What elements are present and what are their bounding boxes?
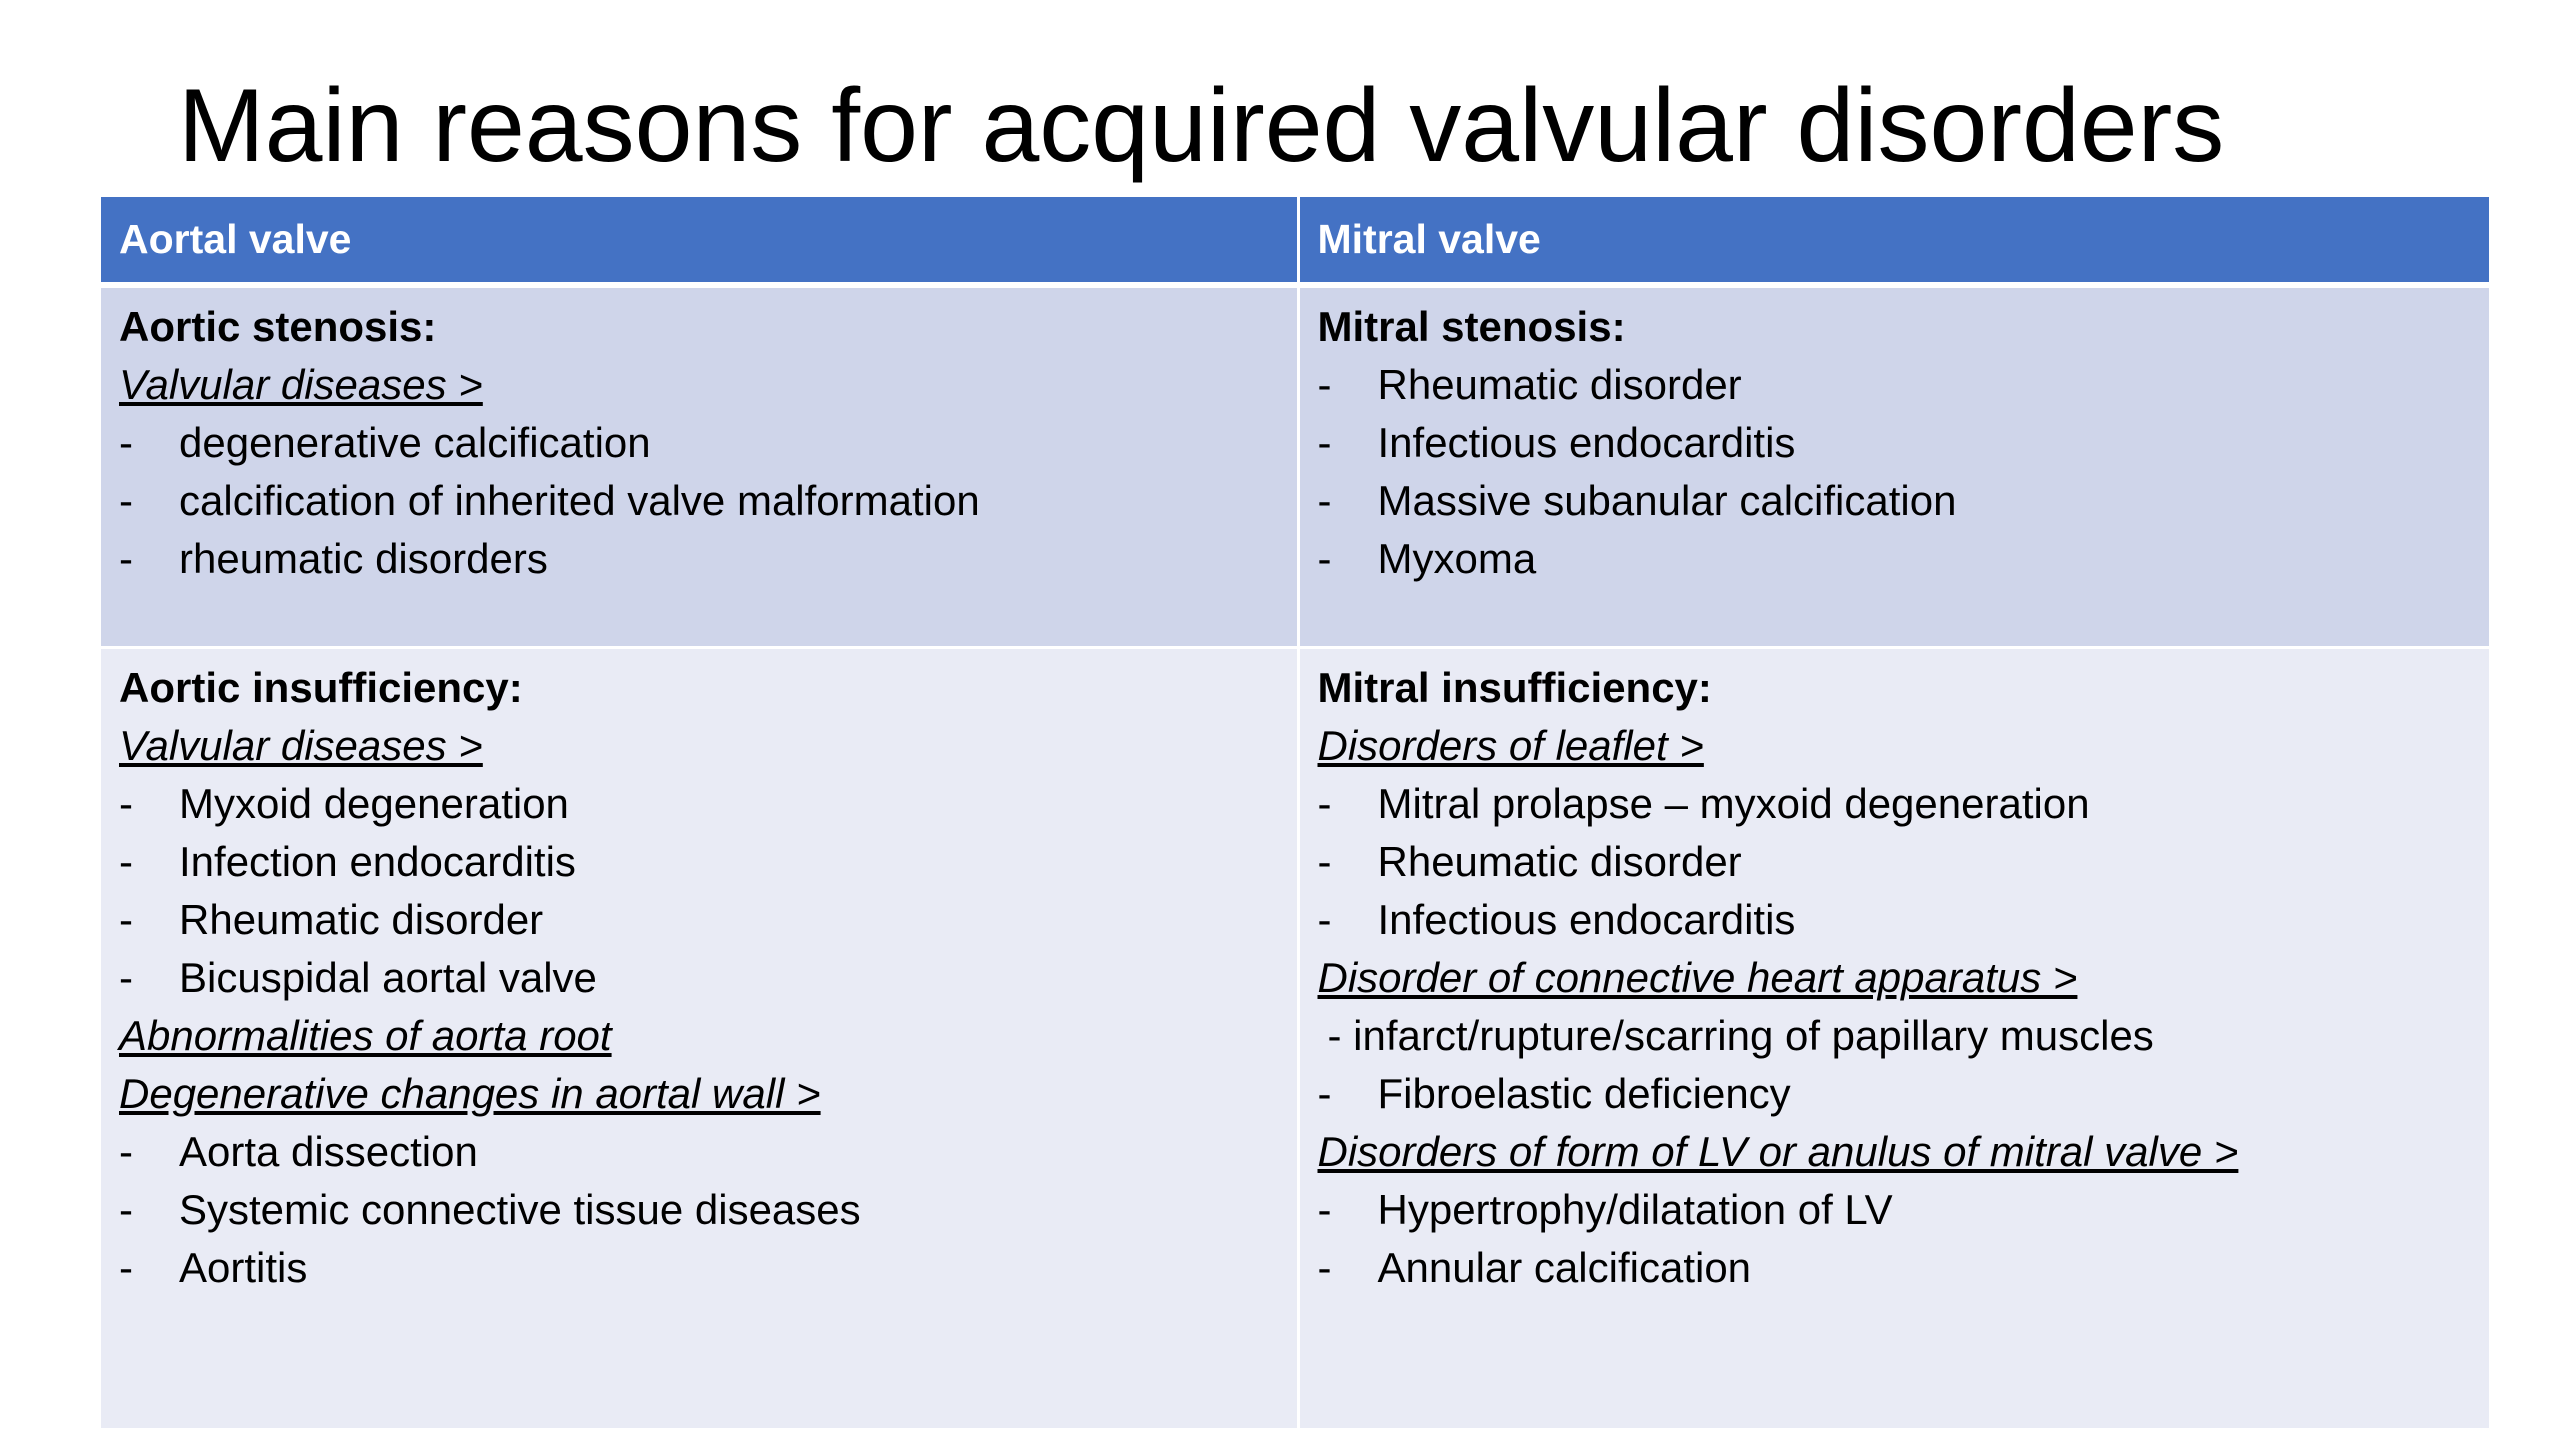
list-item [119, 530, 1279, 588]
mitral-insufficiency-subheading: Disorders of form of LV or anulus of mitral valve > [1317, 1127, 2239, 1175]
aortic-insufficiency-cell [101, 647, 1298, 1428]
mitral-insufficiency-cell [1298, 647, 2489, 1428]
list-item-text: Rheumatic disorder [179, 895, 544, 943]
list-item-text: Infectious endocarditis [1377, 419, 1796, 466]
bullet-dash: - [1317, 779, 1332, 827]
bullet-dash: - [119, 1127, 133, 1175]
list-item [119, 472, 1279, 530]
mitral-insufficiency-heading: Mitral insufficiency: [1317, 663, 1712, 711]
list-item-text: rheumatic disorders [179, 535, 548, 582]
mitral-stenosis-heading: Mitral stenosis: [1317, 303, 1626, 350]
bullet-dash: - [1317, 477, 1332, 524]
bullet-dash: - [119, 895, 133, 943]
list-item-text: Bicuspidal aortal valve [179, 953, 597, 1001]
list-item [1318, 775, 2472, 833]
bullet-dash: - [119, 1243, 133, 1291]
list-item-text: degenerative calcification [179, 419, 651, 466]
header-mitral-valve: Mitral valve [1298, 197, 2489, 285]
aortic-insufficiency-subheading: Degenerative changes in aortal wall > [119, 1069, 821, 1117]
bullet-dash: - [1317, 419, 1332, 466]
list-item [1318, 1181, 2472, 1239]
list-item [119, 891, 1279, 949]
list-item-text: Myxoid degeneration [179, 779, 569, 827]
list-item [119, 949, 1279, 1007]
list-item [119, 775, 1279, 833]
aortic-insufficiency-heading: Aortic insufficiency: [119, 663, 523, 711]
list-item-text: calcification of inherited valve malformation [179, 477, 980, 524]
aortic-stenosis-cell [101, 285, 1298, 647]
bullet-dash: - [1317, 837, 1332, 885]
list-item-text: Hypertrophy/dilatation of LV [1377, 1185, 1893, 1233]
insufficiency-row [101, 647, 2489, 1428]
mitral-insufficiency-subheading: Disorders of leaflet > [1317, 721, 1704, 769]
list-item [1318, 530, 2472, 588]
header-row [101, 197, 2489, 285]
header-aortal-valve: Aortal valve [101, 197, 1298, 285]
list-item-text: Aortitis [179, 1243, 308, 1291]
bullet-dash: - [119, 1185, 133, 1233]
bullet-dash: - [119, 953, 133, 1001]
list-item-text: Systemic connective tissue diseases [179, 1185, 861, 1233]
list-item [1318, 1065, 2472, 1123]
list-item [119, 414, 1279, 472]
list-item-text: Myxoma [1377, 535, 1537, 582]
aortic-stenosis-heading: Aortic stenosis: [119, 303, 437, 350]
list-item-text: Massive subanular calcification [1377, 477, 1957, 524]
list-item [1318, 1239, 2472, 1297]
list-item [119, 833, 1279, 891]
list-item [1318, 833, 2472, 891]
list-item [1318, 414, 2472, 472]
bullet-dash: - [1317, 1069, 1332, 1117]
list-item-text: Annular calcification [1377, 1243, 1752, 1291]
bullet-dash: - [1317, 535, 1332, 582]
stenosis-row [101, 285, 2489, 647]
bullet-dash: - [119, 535, 133, 582]
list-item [119, 1123, 1279, 1181]
list-item-text: Rheumatic disorder [1377, 361, 1742, 408]
list-item [119, 1181, 1279, 1239]
mitral-stenosis-cell [1298, 285, 2489, 647]
list-item-text: Aorta dissection [179, 1127, 478, 1175]
list-item [1318, 356, 2472, 414]
bullet-dash: - [119, 779, 133, 827]
list-item-text: - infarct/rupture/scarring of papillary muscles [1327, 1011, 2154, 1059]
list-item [119, 1239, 1279, 1297]
bullet-dash: - [1317, 1185, 1332, 1233]
bullet-dash: - [1317, 361, 1332, 408]
bullet-dash: - [1317, 1243, 1332, 1291]
mitral-insufficiency-subheading: Disorder of connective heart apparatus > [1317, 953, 2078, 1001]
slide-title: Main reasons for acquired valvular disorders [178, 68, 2225, 184]
aortic-insufficiency-subheading: Abnormalities of aorta root [119, 1011, 612, 1059]
list-item-text: Fibroelastic deficiency [1377, 1069, 1791, 1117]
aortic-stenosis-subheading: Valvular diseases > [119, 361, 483, 408]
valve-disorders-table [101, 197, 2489, 1428]
list-item [1318, 891, 2472, 949]
aortic-insufficiency-subheading: Valvular diseases > [119, 721, 483, 769]
bullet-dash: - [119, 419, 133, 466]
bullet-dash: - [119, 837, 133, 885]
list-item-text: Mitral prolapse – myxoid degeneration [1377, 779, 2090, 827]
list-item-text: Infection endocarditis [179, 837, 576, 885]
list-item-text: Infectious endocarditis [1377, 895, 1796, 943]
bullet-dash: - [119, 477, 133, 524]
bullet-dash: - [1317, 895, 1332, 943]
list-item-text: Rheumatic disorder [1377, 837, 1742, 885]
list-item [1318, 472, 2472, 530]
